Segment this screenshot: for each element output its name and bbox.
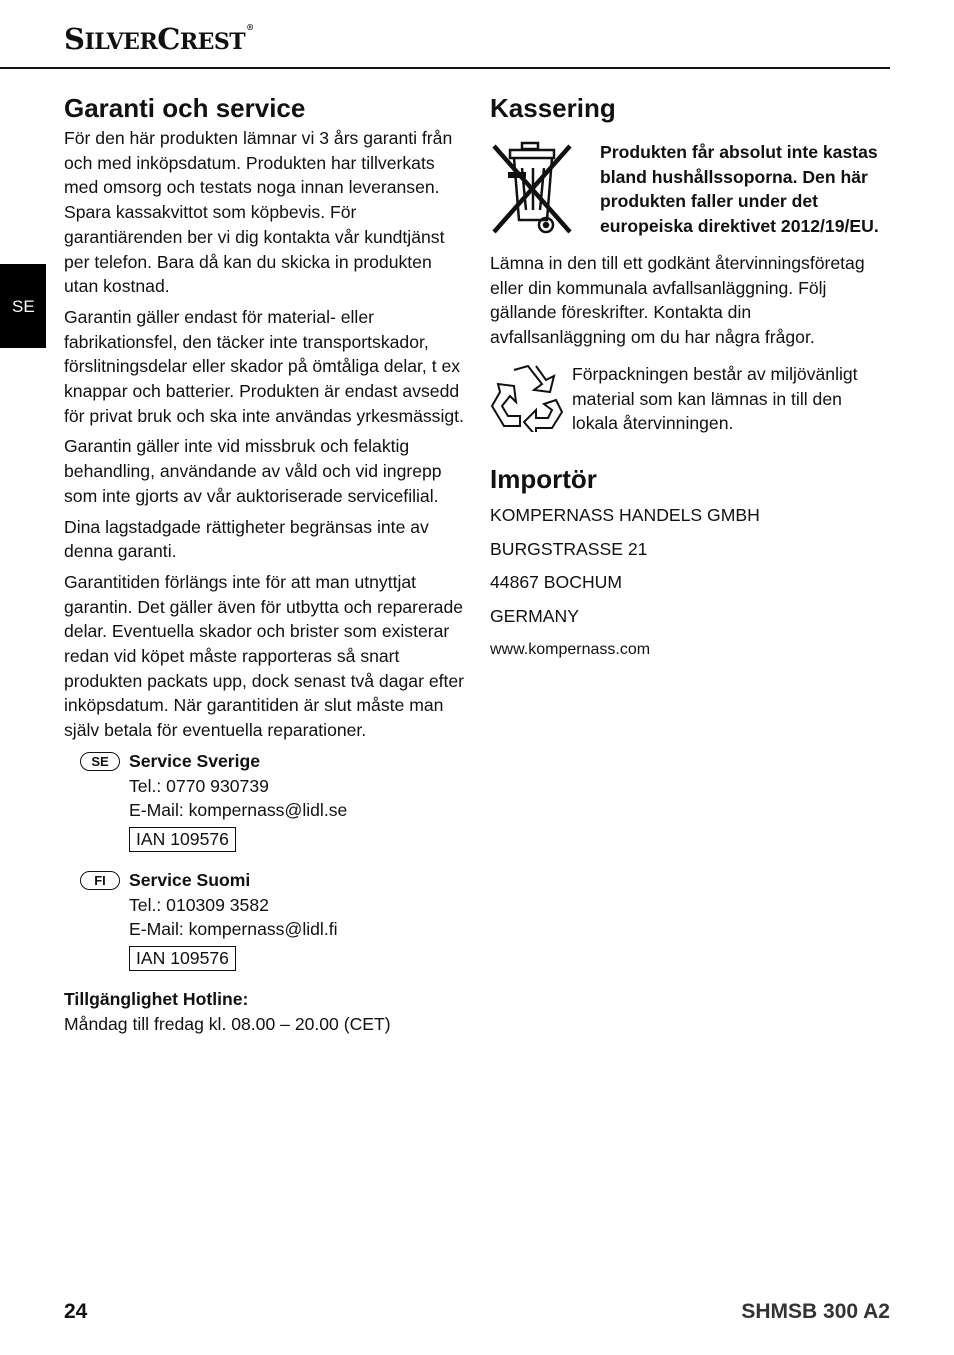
- service-phone: Tel.: 010309 3582: [129, 894, 269, 915]
- ian-number: IAN 109576: [129, 827, 236, 852]
- disposal-heading: Kassering: [490, 93, 616, 123]
- recycle-text: Förpackningen består av miljövänligt material som kan lämnas in till den lokala återvinningen.: [572, 363, 858, 434]
- warranty-paragraph: Garantin gäller inte vid missbruk och felaktig behandling, användande av våld och vid ingrepp som inte gjorts av vår auktoriserade servicefilial.: [64, 436, 442, 506]
- importer-address: [490, 503, 890, 663]
- address-line: BURGSTRASSE 21: [490, 538, 648, 559]
- service-title: Service Sverige: [129, 750, 261, 771]
- website-link[interactable]: www.kompernass.com: [490, 640, 651, 658]
- hotline: [64, 987, 466, 1036]
- disposal-column: [490, 90, 890, 671]
- hotline-title: Tillgänglighet Hotline:: [64, 989, 249, 1010]
- warranty-paragraph: Garantin gäller endast för material- eller fabrikationsfel, den täcker inte transportskador, förslitningsdelar eller skador på ömtåliga delar, t ex knappar och batterier. Produkten är endast avsedd för privat bruk och ska inte användas yrkesmässigt.: [64, 306, 464, 426]
- warranty-paragraph: Dina lagstadgade rättigheter begränsas inte av denna garanti.: [64, 516, 429, 562]
- disposal-warning: Produkten får absolut inte kastas bland hushållssoporna. Den här produkten faller under det europeiska direktivet 2012/19/EU.: [600, 142, 879, 237]
- service-title: Service Suomi: [129, 869, 251, 890]
- model-number: SHMSB 300 A2: [741, 1300, 890, 1323]
- disposal-notice: [490, 140, 890, 243]
- page-number: 24: [64, 1300, 88, 1323]
- warranty-paragraph: Garantitiden förlängs inte för att man utnyttjat garantin. Det gäller även för utbytta och reparerade delar. Eventuella skador och brister som existerar redan vid köpet måste rapporteras så snart produkten packats upp, dock senast två dagar efter inköpsdatum. När garantitiden är slut måste man själv betala för eventuella reparationer.: [64, 571, 465, 741]
- service-email: E-Mail: kompernass@lidl.fi: [129, 919, 338, 940]
- recycle-notice: [490, 362, 890, 437]
- service-sweden: [80, 749, 466, 852]
- address-line: 44867 BOCHUM: [490, 572, 623, 593]
- warranty-heading: Garanti och service: [64, 93, 306, 123]
- crossed-out-bin-icon: [490, 140, 600, 243]
- country-badge-se: SE: [80, 752, 120, 771]
- address-line: KOMPERNASS HANDELS GMBH: [490, 504, 760, 525]
- warranty-column: [64, 90, 466, 1037]
- warranty-paragraph: För den här produkten lämnar vi 3 års garanti från och med inköpsdatum. Produkten har tillverkats med omsorg och testats noga innan leveransen. Spara kassakvittot som köpbevis. För garantiärenden ber vi dig kontakta vår kundtjänst per telefon. Bara då kan du skicka in produkten utan kostnad.: [64, 128, 453, 297]
- service-phone: Tel.: 0770 930739: [129, 775, 269, 796]
- language-code: SE: [12, 297, 35, 316]
- header-rule: [0, 67, 890, 69]
- country-badge-fi: FI: [80, 871, 120, 890]
- ian-number: IAN 109576: [129, 946, 236, 971]
- brand-logo: SILVERCREST®: [64, 22, 254, 56]
- recycle-icon: [490, 362, 572, 437]
- hotline-hours: Måndag till fredag kl. 08.00 – 20.00 (CET): [64, 1013, 391, 1034]
- service-finland: [80, 868, 466, 971]
- service-email: E-Mail: kompernass@lidl.se: [129, 800, 348, 821]
- language-tab: [0, 264, 46, 348]
- disposal-text: Lämna in den till ett godkänt återvinningsföretag eller din kommunala avfallsanläggning. Följ gällande föreskrifter. Kontakta din avfallsanläggning om du har några frågor.: [490, 253, 865, 348]
- address-line: GERMANY: [490, 605, 579, 626]
- importer-heading: Importör: [490, 463, 597, 494]
